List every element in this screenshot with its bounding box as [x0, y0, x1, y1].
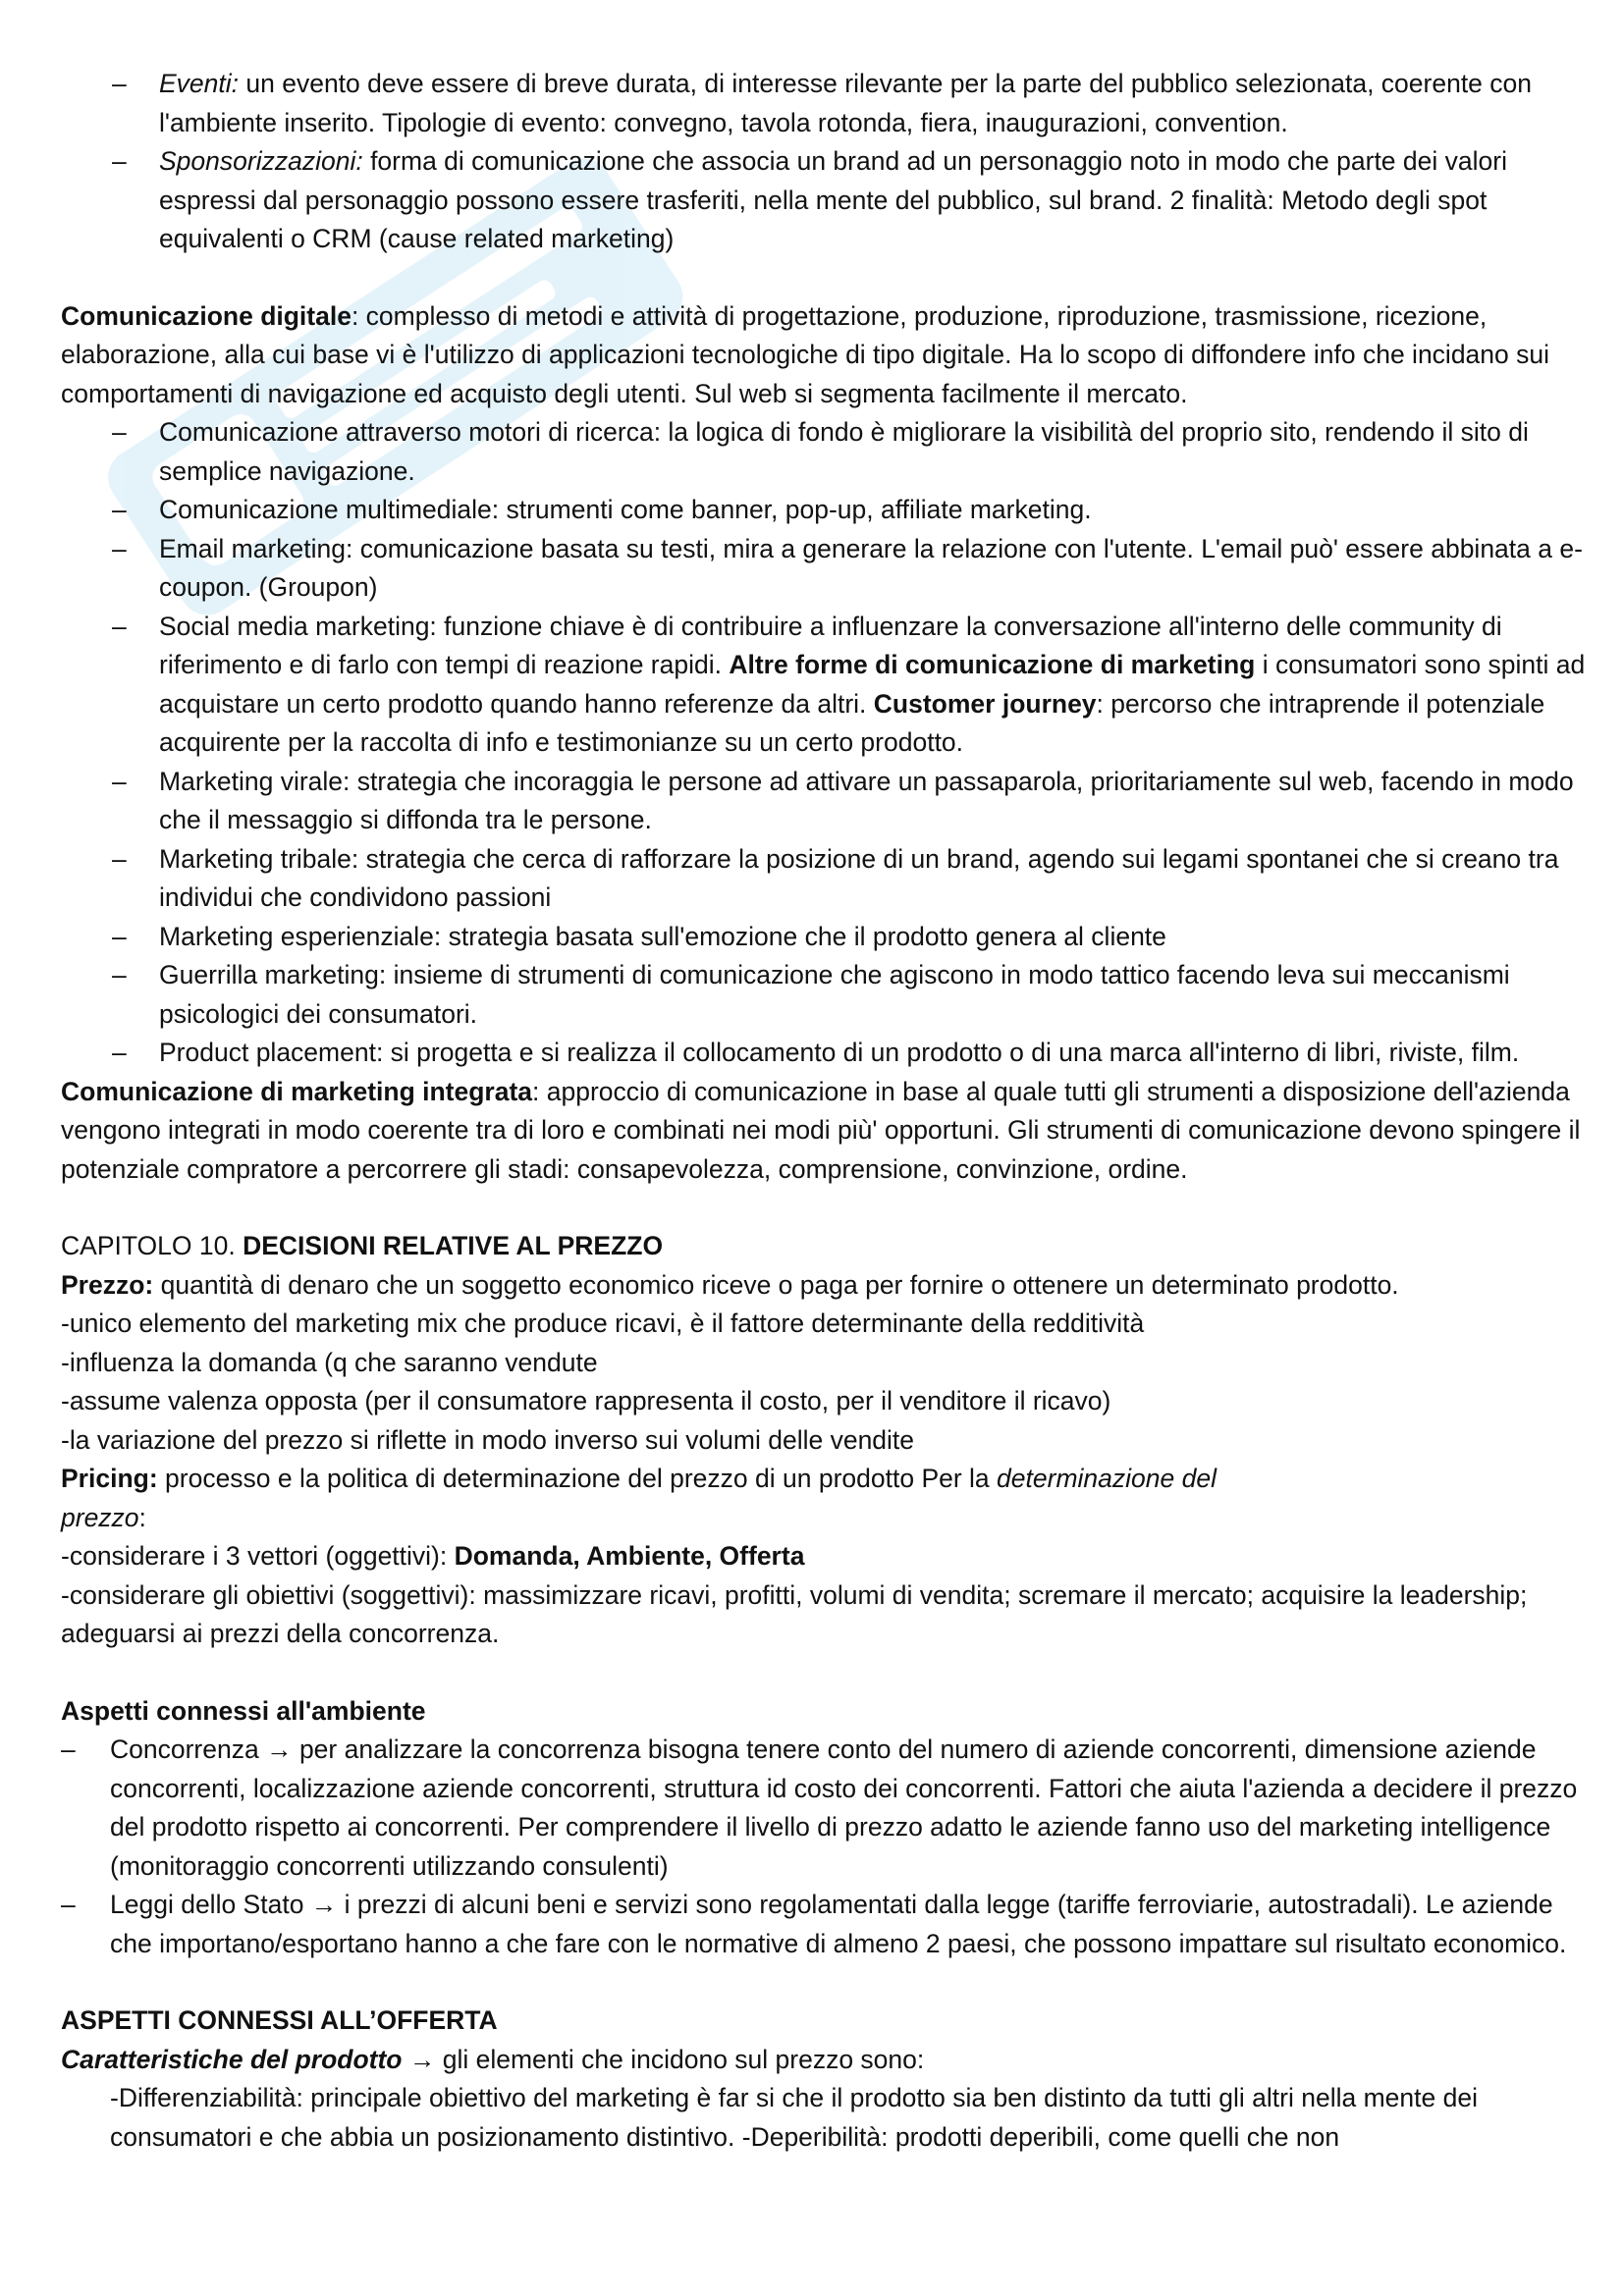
document-page [61, 65, 1593, 2157]
environment-heading: Aspetti connessi all'ambiente [61, 1695, 426, 1726]
list-item: – Marketing tribale: strategia che cerca di rafforzare la posizione di un brand, agendo sui legami spontanei che si creano tra individui che condividono passioni [61, 840, 1593, 918]
offer-heading: ASPETTI CONNESSI ALL’OFFERTA [61, 2005, 498, 2035]
list-item: – Marketing esperienziale: strategia basata sull'emozione che il prodotto genera al cliente [61, 918, 1593, 957]
environment-list [61, 1731, 1593, 1963]
list-item: – Email marketing: comunicazione basata su testi, mira a generare la relazione con l'utente. L'email può' essere abbinata a e-coupon. (Groupon) [61, 530, 1593, 608]
chapter-heading: CAPITOLO 10. DECISIONI RELATIVE AL PREZZO [61, 1231, 664, 1260]
price-definition: Prezzo: quantità di denaro che un soggetto economico riceve o paga per fornire o ottenere un determinato prodotto. [61, 1269, 1399, 1300]
price-line: -influenza la domanda (q che saranno vendute [61, 1347, 598, 1377]
events-sponsorship-list [61, 65, 1593, 259]
product-characteristics: Caratteristiche del prodotto → gli elementi che incidono sul prezzo sono: [61, 2044, 925, 2074]
price-line: -unico elemento del marketing mix che produce ricavi, è il fattore determinante della redditività [61, 1308, 1145, 1338]
offer-body: -Differenziabilità: principale obiettivo del marketing è far si che il prodotto sia ben distinto da tutti gli altri nella mente dei consumatori e che abbia un posizionamento distintivo. -Deperibilità: prodotti deperibili, come quelli che non [110, 2083, 1478, 2152]
list-item: – Product placement: si progetta e si realizza il collocamento di un prodotto o di una marca all'interno di libri, riviste, film. [61, 1034, 1593, 1073]
list-item: – Comunicazione multimediale: strumenti come banner, pop-up, affiliate marketing. [61, 491, 1593, 530]
list-item: – Marketing virale: strategia che incoraggia le persone ad attivare un passaparola, prioritariamente sul web, facendo in modo che il messaggio si diffonda tra le persone. [61, 763, 1593, 840]
list-item: – Comunicazione attraverso motori di ricerca: la logica di fondo è migliorare la visibilità del proprio sito, rendendo il sito di semplice navigazione. [61, 413, 1593, 491]
vectors-line: -considerare i 3 vettori (oggettivi): Domanda, Ambiente, Offerta [61, 1541, 805, 1571]
list-item: – Guerrilla marketing: insieme di strumenti di comunicazione che agiscono in modo tattico facendo leva sui meccanismi psicologici dei consumatori. [61, 956, 1593, 1034]
price-line: -assume valenza opposta (per il consumatore rappresenta il costo, per il venditore il ricavo) [61, 1386, 1111, 1415]
list-item: – Leggi dello Stato → i prezzi di alcuni beni e servizi sono regolamentati dalla legge (tariffe ferroviarie, autostradali). Le aziende che importano/esportano hanno a che fare con le normative di almeno 2 paesi, che possono impattare sul risultato economico. [61, 1886, 1593, 1963]
list-item: – Eventi: un evento deve essere di breve durata, di interesse rilevante per la parte del pubblico selezionata, coerente con l'ambiente inserito. Tipologie di evento: convegno, tavola rotonda, fiera, inaugurazioni, convention. [61, 65, 1593, 142]
integrated-communication-paragraph: Comunicazione di marketing integrata: approccio di comunicazione in base al quale tutti gli strumenti a disposizione dell'azienda vengono integrati in modo coerente tra di loro e combinati nei modi più' opportuni. Gli strumenti di comunicazione devono spingere il potenziale compratore a percorrere gli stadi: consapevolezza, comprensione, convinzione, ordine. [61, 1076, 1581, 1184]
list-item: – Sponsorizzazioni: forma di comunicazione che associa un brand ad un personaggio noto in modo che parte dei valori espressi dal personaggio possono essere trasferiti, nella mente del pubblico, sul brand. 2 finalità: Metodo degli spot equivalenti o CRM (cause related marketing) [61, 142, 1593, 259]
list-item: – Concorrenza → per analizzare la concorrenza bisogna tenere conto del numero di aziende concorrenti, dimensione aziende concorrenti, localizzazione aziende concorrenti, struttura id costo dei concorrenti. Fattori che aiuta l'azienda a decidere il prezzo del prodotto rispetto ai concorrenti. Per comprendere il livello di prezzo adatto le aziende fanno uso del marketing intelligence (monitoraggio concorrenti utilizzando consulenti) [61, 1731, 1593, 1886]
digital-communication-paragraph: Comunicazione digitale: complesso di metodi e attività di progettazione, produzione, riproduzione, trasmissione, ricezione, elaborazione, alla cui base vi è l'utilizzo di applicazioni tecnologiche di tipo digitale. Ha lo scopo di diffondere info che incidano sui comportamenti di navigazione ed acquisto degli utenti. Sul web si segmenta facilmente il mercato. [61, 300, 1550, 408]
pricing-definition: Pricing: processo e la politica di determinazione del prezzo di un prodotto Per la determinazione del prezzo: [61, 1464, 1217, 1532]
digital-tools-list [61, 413, 1593, 1073]
list-item: – Social media marketing: funzione chiave è di contribuire a influenzare la conversazione all'interno delle community di riferimento e di farlo con tempi di reazione rapidi. Altre forme di comunicazione di marketing i consumatori sono spinti ad acquistare un certo prodotto quando hanno referenze da altri. Customer journey: percorso che intraprende il potenziale acquirente per la raccolta di info e testimonianze su un certo prodotto. [61, 608, 1593, 763]
price-line: -la variazione del prezzo si riflette in modo inverso sui volumi delle vendite [61, 1424, 915, 1455]
objectives-line: -considerare gli obiettivi (soggettivi): massimizzare ricavi, profitti, volumi di vendita; scremare il mercato; acquisire la leadership; adeguarsi ai prezzi della concorrenza. [61, 1579, 1528, 1648]
